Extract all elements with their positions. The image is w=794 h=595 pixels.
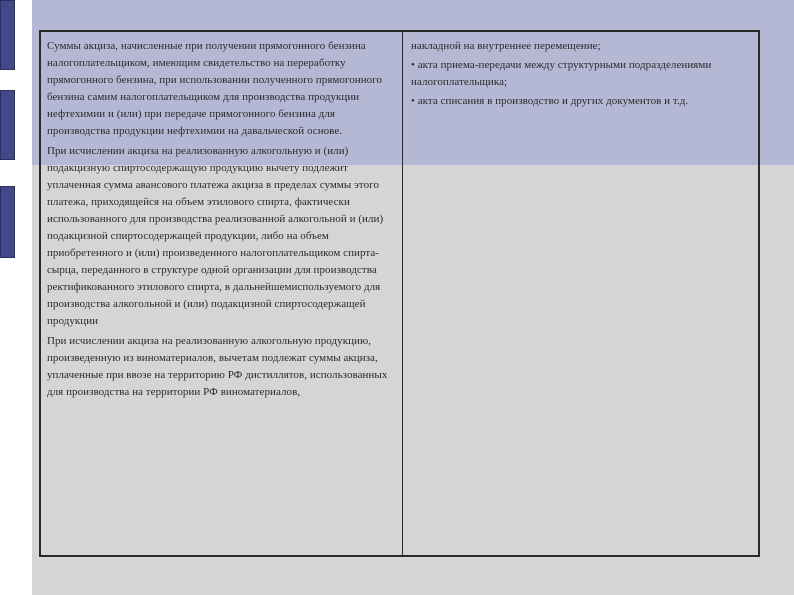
right-column [403,32,758,555]
left-column [41,32,403,555]
content-table [39,30,760,557]
right-line-1: накладной на внутреннее перемещение; [411,40,601,52]
left-paragraph-2: При исчислении акциза на реализованную алкогольную и (или) подакцизную спиртосодержащую продукцию вычету подлежит уплаченная сумма авансового платежа акциза в пределах суммы этого платежа, приходящейся на объем этилового спирта, фактически использованного для производства реализованной алкогольной и (или) подакцизной спиртосодержащей продукции, либо на объем приобретенного и (или) произведенного налогоплательщиком спирта-сырца, переданного в структуре одной организации для производства ректификованного этилового спирта, в дальнейшемиспользуемого для производства алкогольной и (или) подакцизной спиртосодержащей продукции [47,145,384,327]
left-margin-strip [0,0,32,595]
side-tab-3 [0,186,15,258]
right-line-3: • акта списания в производство и других документов и т.д. [411,94,689,107]
left-paragraph-1: Суммы акциза, начисленные при получении прямогонного бензина налогоплательщиком, имеющим свидетельство на переработку прямогонного бензина, при использовании полученного прямогонного бензина самим налогоплательщиком для производства продукции нефтехимии и (или) при передаче прямогонного бензина для производства продукции нефтехимии на давальческой основе. [47,40,383,137]
side-tab-1 [0,0,15,70]
right-line-2: • акта приема-передачи между структурными подразделениями налогоплательщика; [411,58,712,88]
side-tab-2 [0,90,15,160]
left-paragraph-3: При исчислении акциза на реализованную алкогольную продукцию, произведенную из виноматериалов, вычетам подлежат суммы акциза, уплаченные при ввозе на территорию РФ дистиллятов, использованных для производства на территории РФ виноматериалов, [47,335,388,399]
